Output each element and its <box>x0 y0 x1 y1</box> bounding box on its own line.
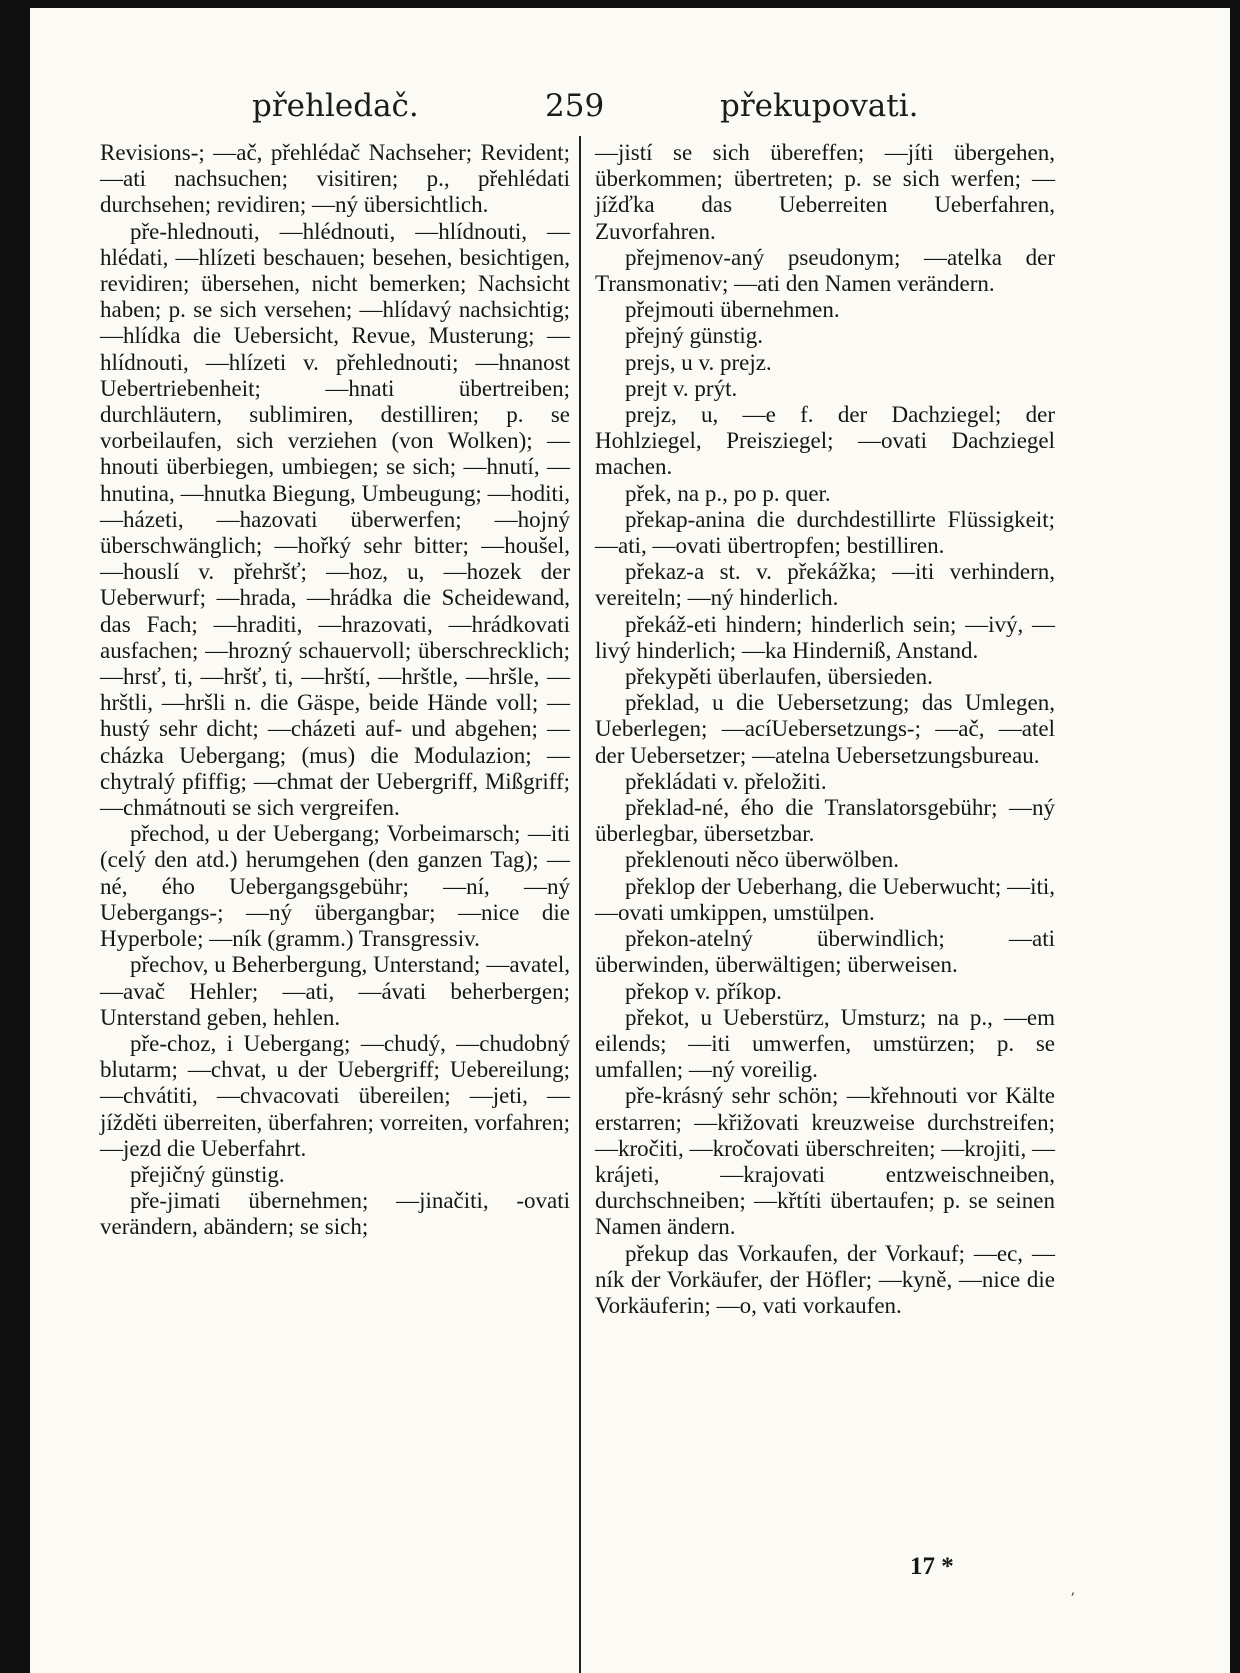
dictionary-entry: překlad-né, ého die Translatorsgebühr; —ný überlegbar, übersetzbar. <box>595 795 1055 847</box>
dictionary-entry: překaz-a st. v. překážka; —iti verhindern, vereiteln; —ný hinderlich. <box>595 559 1055 611</box>
dictionary-entry: pře-jimati übernehmen; —jinačiti, -ovati verändern, abändern; se sich; <box>100 1188 570 1240</box>
dictionary-entry: pře-hlednouti, —hlédnouti, —hlídnouti, —hlédati, —hlízeti beschauen; besehen, besichtigen, revidiren; übersehen, nicht bemerken; Nachsicht haben; p. se sich versehen; —hlídavý nachsichtig; —hlídka die Uebersicht, Revue, Musterung; —hlídnouti, —hlízeti v. přehlednouti; —hnanost Uebertriebenheit; —hnati übertreiben; durchläutern, sublimiren, destilliren; p. se vorbeilaufen, sich verziehen (von Wolken); —hnouti überbiegen, umbiegen; se sich; —hnutí, —hnutina, —hnutka Biegung, Umbeugung; —hoditi, —házeti, —hazovati überwerfen; —hojný überschwänglich; —hořký sehr bitter; —houšel, —houslí v. přehršť; —hoz, u, —hozek der Ueberwurf; —hrada, —hrádka die Scheidewand, das Fach; —hraditi, —hrazovati, —hrádkovati ausfachen; —hrozný schauervoll; überschrecklich; —hrsť, ti, —hršť, ti, —hrští, —hrštle, —hršle, —hrštli, —hršli n. die Gäspe, beide Hände voll; —hustý sehr dicht; —cházeti auf- und abgehen; —cházka Uebergang; (mus) die Modulazion; —chytralý pfiffig; —chmat der Uebergriff, Mißgriff; —chmátnouti se sich vergreifen. <box>100 218 570 821</box>
signature-mark: 17 * <box>910 1553 954 1580</box>
dictionary-entry: přejmouti übernehmen. <box>625 297 840 323</box>
dictionary-entry: prejt v. prýt. <box>625 375 738 401</box>
dictionary-entry: přek, na p., po p. quer. <box>625 480 831 506</box>
dictionary-entry: přechod, u der Uebergang; Vorbeimarsch; —iti (celý den atd.) herumgehen (den ganzen Tag); —né, ého Uebergangsgebühr; —ní, —ný Uebergangs-; —ný übergangbar; —nice die Hyperbole; —ník (gramm.) Transgressiv. <box>100 821 570 952</box>
dictionary-entry: překap-anina die durchdestillirte Flüssigkeit; —ati, —ovati übertropfen; bestilliren. <box>595 506 1055 559</box>
dictionary-entry: pře-krásný sehr schön; —křehnouti vor Kälte erstarren; —křižovati kreuzweise durchstreifen; —kročiti, —kročovati überschreiten; —krojiti, —krájeti, —krajovati entzweischneiben, durchschneiben; —křtíti übertaufen; p. se seinen Namen ändern. <box>595 1083 1055 1240</box>
left-column <box>100 140 570 1241</box>
dictionary-entry: překáž-eti hindern; hinderlich sein; —ivý, —livý hinderlich; —ka Hinderniß, Anstand. <box>595 611 1055 663</box>
header-left-word: přehledač. <box>252 88 419 124</box>
dictionary-entry: překot, u Ueberstürz, Umsturz; na p., —em eilends; —iti umwerfen, umstürzen; p. se umfallen; —ný voreilig. <box>595 1004 1055 1083</box>
book-page <box>30 8 1230 1673</box>
dictionary-entry: překup das Vorkaufen, der Vorkauf; —ec, —ník der Vorkäufer, der Höfler; —kyně, —nice die Vorkäuferin; —o, vati vorkaufen. <box>595 1240 1055 1318</box>
dictionary-entry: překlad, u die Uebersetzung; das Umlegen, Ueberlegen; —acíUebersetzungs-; —ač, —atel der Uebersetzer; —atelna Uebersetzungsbureau. <box>595 690 1055 768</box>
right-column <box>595 140 1055 1319</box>
dictionary-entry: Revisions-; —ač, přehlédač Nachseher; Revident; —ati nachsuchen; visitiren; p., přehlédati durchsehen; revidiren; —ný übersichtlich. <box>100 140 570 218</box>
dictionary-entry: překládati v. přeložiti. <box>625 768 827 794</box>
dictionary-entry: překlenouti něco überwölben. <box>625 847 899 873</box>
dictionary-entry: překop v. příkop. <box>625 978 782 1004</box>
dictionary-entry: —jistí se sich übereffen; —jíti übergehen, überkommen; übertreten; p. se sich werfen; —jížďka das Ueberreiten Ueberfahren, Zuvorfahren. <box>595 140 1055 244</box>
dictionary-entry: přejný günstig. <box>625 323 763 349</box>
dictionary-entry: přejmenov-aný pseudonym; —atelka der Transmonativ; —ati den Namen verändern. <box>595 244 1055 297</box>
dictionary-entry: přejičný günstig. <box>130 1161 285 1187</box>
dictionary-entry: prejz, u, —e f. der Dachziegel; der Hohlziegel, Preisziegel; —ovati Dachziegel machen. <box>595 402 1055 480</box>
dictionary-entry: prejs, u v. prejz. <box>625 349 772 375</box>
corner-mark: ʼ <box>1070 1591 1075 1607</box>
dictionary-entry: překlop der Ueberhang, die Ueberwucht; —iti, —ovati umkippen, umstülpen. <box>595 873 1055 925</box>
column-divider <box>579 136 581 1673</box>
header-right-word: překupovati. <box>720 88 919 124</box>
page-header <box>30 88 1230 138</box>
dictionary-entry: přechov, u Beherbergung, Unterstand; —avatel, —avač Hehler; —ati, —ávati beherbergen; Unterstand geben, hehlen. <box>100 952 570 1030</box>
dictionary-entry: překon-atelný überwindlich; —ati überwinden, überwältigen; überweisen. <box>595 926 1055 978</box>
dictionary-entry: překypěti überlaufen, übersieden. <box>625 664 933 690</box>
dictionary-entry: pře-choz, i Uebergang; —chudý, —chudobný blutarm; —chvat, u der Uebergriff; Uebereilung; —chvátiti, —chvacovati übereilen; —jeti, —jížděti überreiten, überfahren; vorreiten, vorfahren; —jezd die Ueberfahrt. <box>100 1030 570 1161</box>
page-number: 259 <box>545 88 605 124</box>
